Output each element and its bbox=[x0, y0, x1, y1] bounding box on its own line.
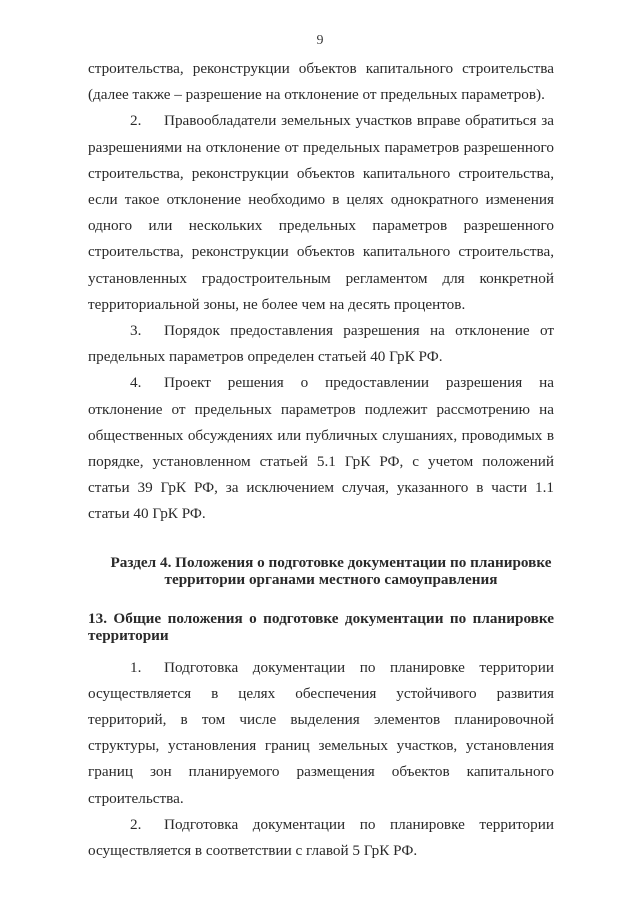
section-heading: Раздел 4. Положения о подготовке документации по планировке территории органами местного самоуправления bbox=[110, 553, 552, 589]
paragraph-text: Подготовка документации по планировке территории осуществляется в соответствии с главой 5 ГрК РФ. bbox=[88, 815, 554, 860]
paragraph-text: Проект решения о предоставлении разрешения на отклонение от предельных параметров подлежит рассмотрению на общественных обсуждениях или публичных слушаниях, проводимых в порядке, установленном статьей 5.1 ГрК РФ, с учетом положений статьи 39 ГрК РФ, за исключением случая, указанного в части 1.1 статьи 40 ГрК РФ. bbox=[88, 374, 554, 523]
paragraph-text: Правообладатели земельных участков вправе обратиться за разрешениями на отклонение от предельных параметров разрешенного строительства, реконструкции объектов капитального строительства, если такое отклонение необходимо в целях однократного изменения одного или нескольких предельных параметров разрешенного строительства, реконструкции объектов капитального строительства, установленных градостроительным регламентом для конкретной территориальной зоны, не более чем на десять процентов. bbox=[88, 112, 554, 313]
paragraph-text: Порядок предоставления разрешения на отклонение от предельных параметров определен статьей 40 ГрК РФ. bbox=[88, 322, 554, 366]
subsection-heading: 13. Общие положения о подготовке документации по планировке территории bbox=[88, 609, 554, 645]
page-number: 9 bbox=[316, 33, 324, 48]
document-body bbox=[88, 56, 554, 864]
paragraph-number: 1. bbox=[130, 658, 142, 676]
paragraph-number: 2. bbox=[130, 815, 142, 833]
paragraph-item bbox=[88, 655, 554, 812]
paragraph-item bbox=[88, 108, 554, 318]
paragraph-number: 4. bbox=[130, 374, 142, 392]
intro-paragraph: строительства, реконструкции объектов капитального строительства (далее также – разрешение на отклонение от предельных параметров). bbox=[88, 60, 554, 104]
paragraph-number: 2. bbox=[130, 112, 142, 130]
paragraph-item bbox=[88, 370, 554, 527]
paragraph-item bbox=[88, 318, 554, 370]
paragraph-number: 3. bbox=[130, 322, 142, 340]
paragraph-item bbox=[88, 812, 554, 864]
paragraph-text: Подготовка документации по планировке территории осуществляется в целях обеспечения устойчивого развития территорий, в том числе выделения элементов планировочной структуры, установления границ земельных участков, установления границ зон планируемого размещения объектов капитального строительства. bbox=[88, 658, 554, 807]
